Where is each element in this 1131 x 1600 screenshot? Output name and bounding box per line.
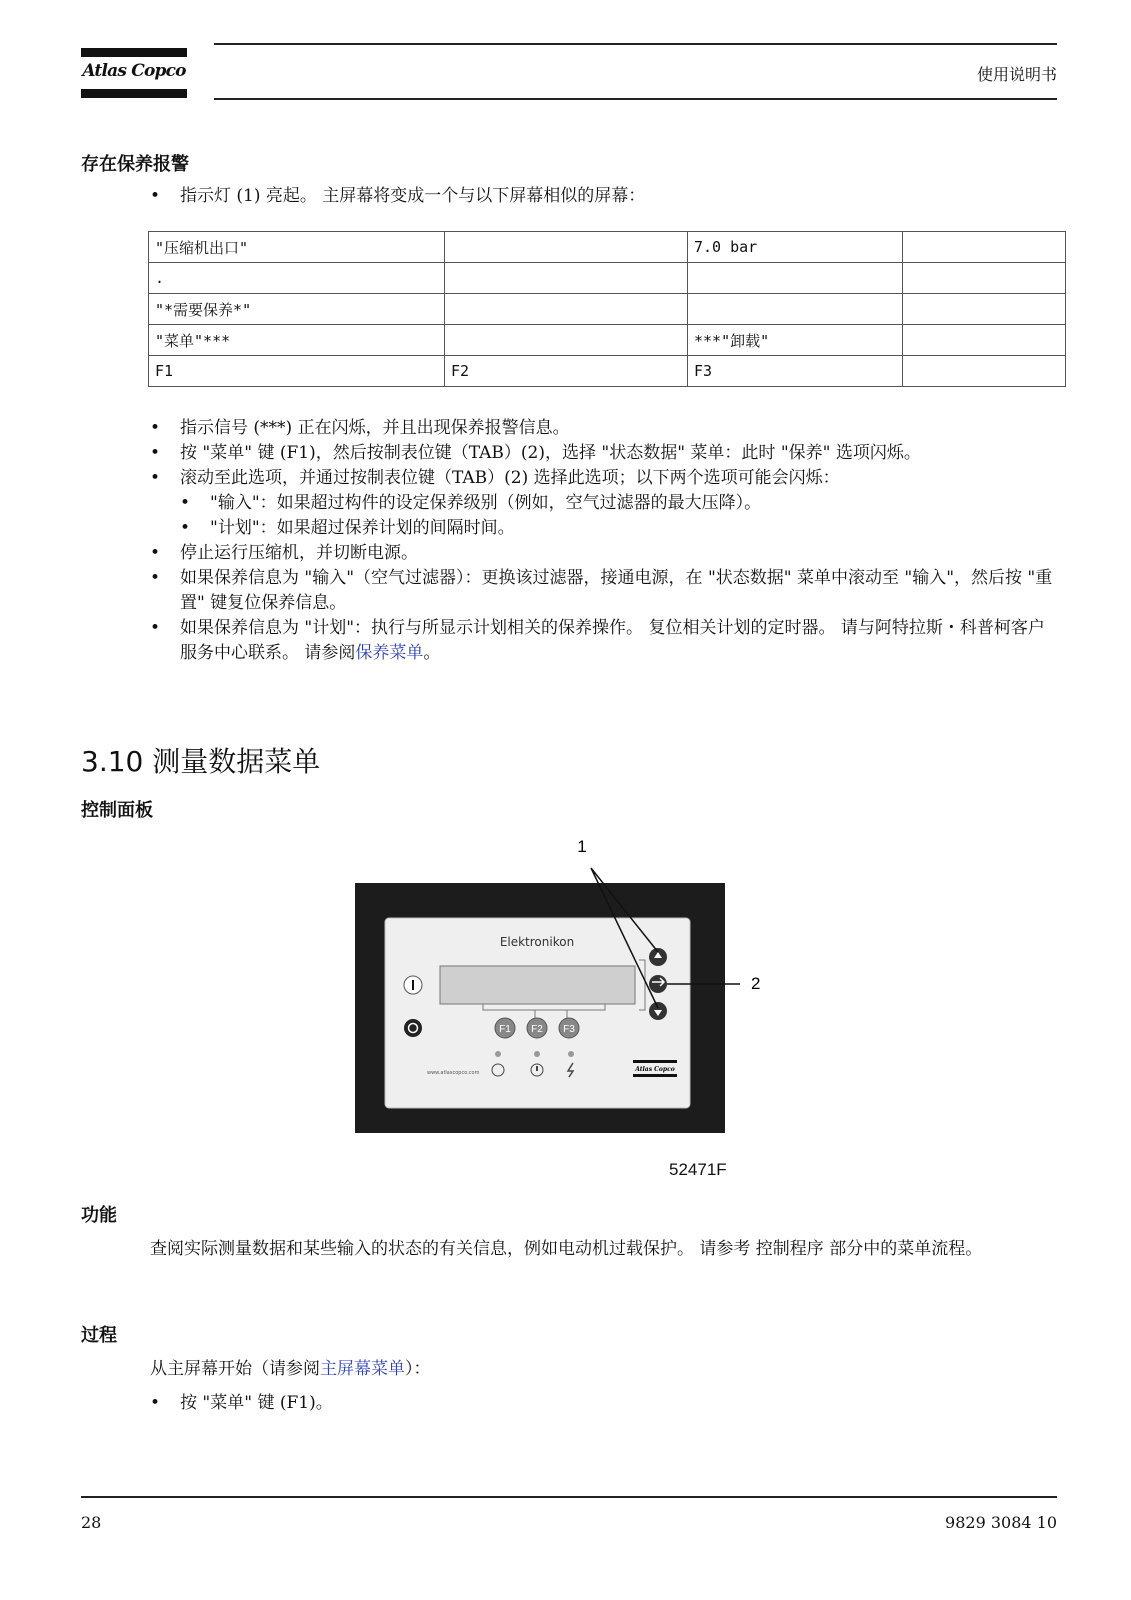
warning-icon-mark xyxy=(536,1066,538,1071)
table-row xyxy=(149,263,1066,294)
f2-key-label: F2 xyxy=(531,1024,543,1035)
bullet-item: • 如果保养信息为 "输入"（空气过滤器）：更换该过滤器，接通电源，在 "状态数据" 菜单中滚动至 "输入"，然后按 "重置" 键复位保养信息。 xyxy=(150,566,1055,616)
led-3 xyxy=(568,1051,574,1057)
document-number: 9829 3084 10 xyxy=(945,1513,1057,1532)
f1-key-label: F1 xyxy=(499,1024,511,1035)
table-cell xyxy=(903,294,1066,325)
table-cell xyxy=(445,263,688,294)
lcd-display xyxy=(440,966,635,1004)
table-cell: 7.0 bar xyxy=(688,232,903,263)
bullet-item: • 按 "菜单" 键 (F1)，然后按制表位键（TAB）(2)，选择 "状态数据" 菜单：此时 "保养" 选项闪烁。 xyxy=(150,441,1055,466)
table-row xyxy=(149,232,1066,263)
page-number: 28 xyxy=(81,1513,102,1532)
table-cell: "压缩机出口" xyxy=(149,232,445,263)
table-cell xyxy=(445,232,688,263)
table-cell xyxy=(903,263,1066,294)
bullet-item: • 指示灯 (1) 亮起。 主屏幕将变成一个与以下屏幕相似的屏幕： xyxy=(150,184,1055,209)
heading-control-panel: 控制面板 xyxy=(81,800,153,821)
led-1 xyxy=(495,1051,501,1057)
table-cell: "*需要保养*" xyxy=(149,294,445,325)
figure-label-1: 1 xyxy=(577,837,587,856)
header-rule-bottom xyxy=(214,98,1057,100)
procedure-intro-suffix: ）： xyxy=(405,1359,431,1379)
table-cell xyxy=(903,232,1066,263)
led-2 xyxy=(534,1051,540,1057)
stop-button xyxy=(404,1019,422,1037)
table-row xyxy=(149,356,1066,387)
footer-rule xyxy=(81,1496,1057,1498)
atlas-copco-logo xyxy=(81,48,187,100)
bullet-item: • 指示信号 (***) 正在闪烁，并且出现保养报警信息。 xyxy=(150,416,1055,441)
heading-procedure: 过程 xyxy=(81,1325,117,1346)
table-cell xyxy=(688,263,903,294)
maintenance-menu-link[interactable]: 保养菜单 xyxy=(355,643,424,663)
table-cell: ***"卸载" xyxy=(688,325,903,356)
table-cell: F3 xyxy=(688,356,903,387)
bullet-item xyxy=(150,616,1055,666)
start-icon xyxy=(412,980,414,990)
figure-number: 52471F xyxy=(669,1160,727,1179)
heading-maintenance-alarm: 存在保养报警 xyxy=(81,154,189,175)
table-cell: F2 xyxy=(445,356,688,387)
panel-brand: Elektronikon xyxy=(499,935,575,949)
bullet-item: • 停止运行压缩机，并切断电源。 xyxy=(150,541,1055,566)
logo-text: Atlas Copco xyxy=(82,61,186,81)
table-cell xyxy=(688,294,903,325)
sub-bullet-item: • "计划"：如果超过保养计划的间隔时间。 xyxy=(180,516,1055,541)
bullet-item: • 按 "菜单" 键 (F1)。 xyxy=(150,1391,1055,1416)
header-title: 使用说明书 xyxy=(976,65,1057,84)
table-row xyxy=(149,325,1066,356)
table-cell xyxy=(903,325,1066,356)
procedure-intro-prefix: 从主屏幕开始（请参阅 xyxy=(150,1359,320,1379)
table-cell xyxy=(445,294,688,325)
table-cell xyxy=(903,356,1066,387)
procedure-intro xyxy=(150,1357,1055,1382)
display-screen-table xyxy=(148,231,1066,387)
bullet-item: • 滚动至此选项，并通过按制表位键（TAB）(2) 选择此选项；以下两个选项可能会闪烁： xyxy=(150,466,1055,491)
bullet-text: 如果保养信息为 "计划"：执行与所显示计划相关的保养操作。 复位相关计划的定时器。 请与阿特拉斯・科普柯客户服务中心联系。 请参阅 xyxy=(180,618,1045,663)
table-cell: F1 xyxy=(149,356,445,387)
logo-bar-bottom xyxy=(81,89,187,98)
table-cell: . xyxy=(149,263,445,294)
tab-key xyxy=(649,975,667,993)
table-cell: "菜单"*** xyxy=(149,325,445,356)
bullet-text-end: 。 xyxy=(423,643,441,663)
table-row xyxy=(149,294,1066,325)
panel-logo: Atlas Copco xyxy=(635,1066,675,1073)
section-title: 3.10 测量数据菜单 xyxy=(81,745,321,778)
panel-logo-bar-top xyxy=(633,1060,677,1063)
f3-key-label: F3 xyxy=(563,1024,575,1035)
intro-bullet-list xyxy=(150,184,1055,209)
heading-function: 功能 xyxy=(81,1205,117,1226)
control-panel-figure xyxy=(355,837,785,1178)
main-screen-menu-link[interactable]: 主屏幕菜单 xyxy=(320,1359,405,1379)
panel-url: www.atlascopco.com xyxy=(427,1070,480,1076)
procedure-bullet-list xyxy=(150,1391,1055,1416)
logo-bar-top xyxy=(81,48,187,57)
table-cell xyxy=(445,325,688,356)
function-text: 查阅实际测量数据和某些输入的状态的有关信息，例如电动机过载保护。 请参考 控制程序 部分中的菜单流程。 xyxy=(150,1239,983,1259)
alarm-steps-list xyxy=(150,416,1055,666)
sub-bullet-item: • "输入"：如果超过构件的设定保养级别（例如，空气过滤器的最大压降）。 xyxy=(180,491,1055,516)
header-rule-top xyxy=(214,43,1057,45)
panel-logo-bar-bottom xyxy=(633,1074,677,1077)
figure-label-2: 2 xyxy=(751,974,761,993)
